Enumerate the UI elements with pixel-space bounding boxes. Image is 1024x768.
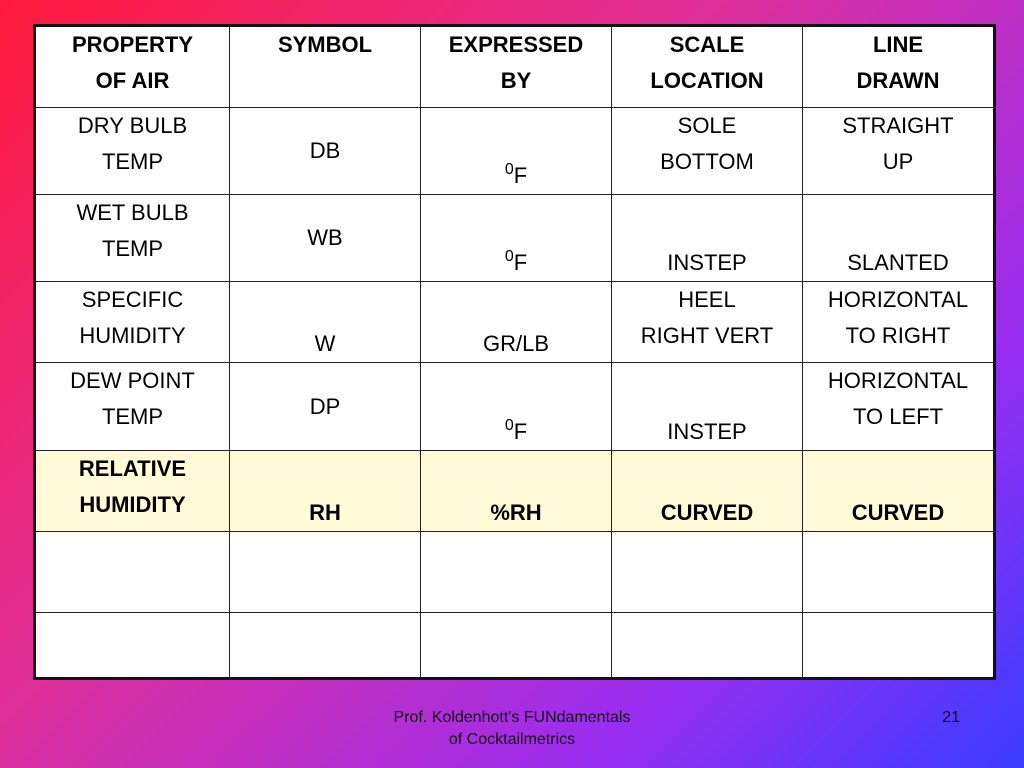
table-row-empty [35,612,995,678]
slide-number: 21 [942,709,960,726]
footer-line-1: Prof. Koldenhott's FUNdamentals [393,709,631,726]
cell-property: RELATIVE HUMIDITY [35,450,230,531]
psychrometric-properties-table [33,24,996,680]
cell-property: DEW POINT TEMP [35,363,230,450]
empty-cell [421,531,612,612]
cell-property: SPECIFIC HUMIDITY [35,282,230,363]
cell-line-drawn: SLANTED [803,195,995,282]
header-line-drawn: LINE DRAWN [803,26,995,108]
empty-cell [612,612,803,678]
cell-line-drawn: HORIZONTAL TO RIGHT [803,282,995,363]
table-row-empty [35,531,995,612]
cell-expressed-by: $^0$F [421,108,612,195]
cell-symbol: DP [230,363,421,450]
cell-symbol: RH [230,450,421,531]
cell-line-drawn: HORIZONTAL TO LEFT [803,363,995,450]
cell-scale-location: HEEL RIGHT VERT [612,282,803,363]
cell-property: DRY BULB TEMP [35,108,230,195]
cell-property: WET BULB TEMP [35,195,230,282]
empty-cell [35,531,230,612]
cell-symbol: WB [230,195,421,282]
empty-cell [421,612,612,678]
empty-cell [803,531,995,612]
empty-cell [612,531,803,612]
table-row-highlighted [35,450,995,531]
cell-scale-location: CURVED [612,450,803,531]
empty-cell [230,612,421,678]
cell-scale-location: INSTEP [612,195,803,282]
cell-scale-location: SOLE BOTTOM [612,108,803,195]
cell-line-drawn: CURVED [803,450,995,531]
table-row [35,282,995,363]
cell-symbol: W [230,282,421,363]
header-symbol: SYMBOL [230,26,421,108]
header-property: PROPERTY OF AIR [35,26,230,108]
empty-cell [230,531,421,612]
empty-cell [35,612,230,678]
table-row [35,363,995,450]
empty-cell [803,612,995,678]
header-scale-location: SCALE LOCATION [612,26,803,108]
footer-line-2: of Cocktailmetrics [448,731,576,748]
table-row [35,195,995,282]
cell-symbol: DB [230,108,421,195]
header-expressed-by: EXPRESSED BY [421,26,612,108]
cell-expressed-by: GR/LB [421,282,612,363]
table-row [35,108,995,195]
cell-scale-location: INSTEP [612,363,803,450]
cell-expressed-by: $^0$F [421,363,612,450]
table-header-row [35,26,995,108]
cell-line-drawn: STRAIGHT UP [803,108,995,195]
cell-expressed-by: %RH [421,450,612,531]
cell-expressed-by: $^0$F [421,195,612,282]
slide-footer [0,707,1024,751]
